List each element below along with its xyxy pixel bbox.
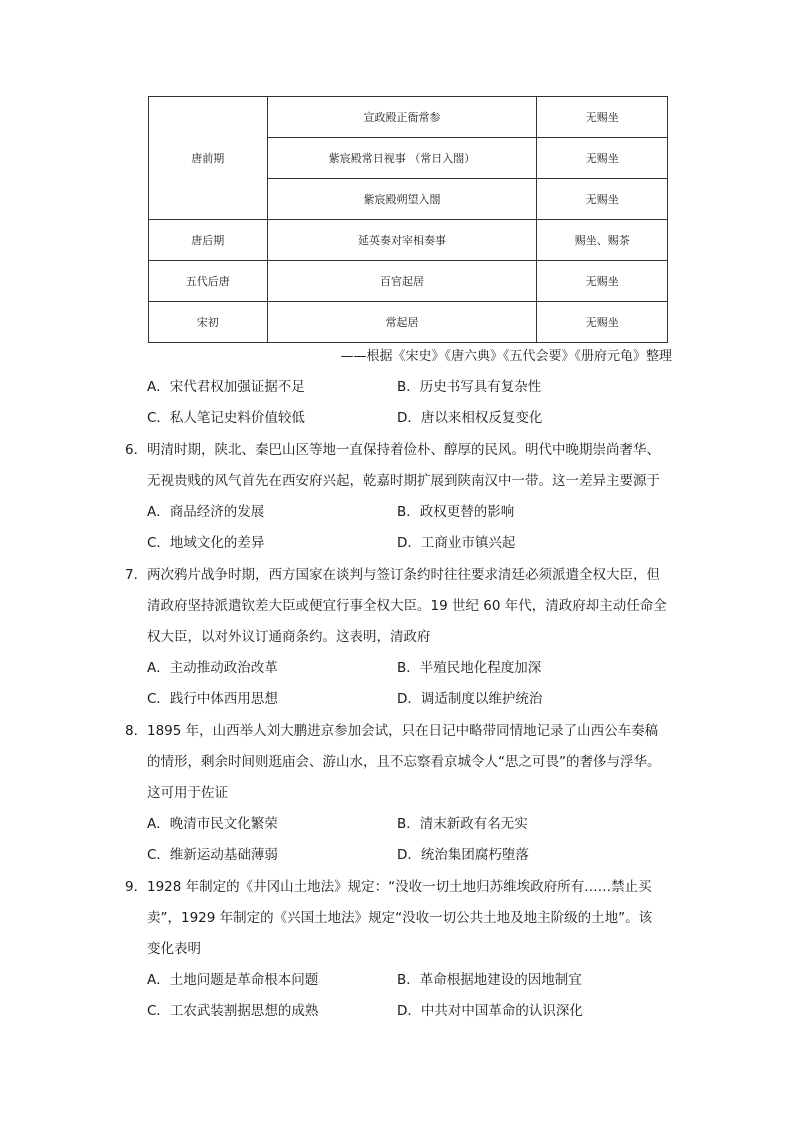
- question-5: [125, 372, 685, 434]
- option-row: [125, 809, 685, 840]
- option-b[interactable]: B．半殖民地化程度加深: [397, 660, 542, 676]
- stem-line: 这可用于佐证: [147, 785, 228, 801]
- period-cell: 唐后期: [149, 220, 268, 261]
- option-row: [125, 403, 685, 434]
- option-a[interactable]: A．主动推动政治改革: [147, 660, 278, 676]
- event-cell: 百官起居: [267, 261, 537, 302]
- option-a[interactable]: A．土地问题是革命根本问题: [147, 972, 319, 988]
- option-c[interactable]: C．维新运动基础薄弱: [147, 847, 278, 863]
- stem-line: 卖”，1929 年制定的《兴国土地法》规定“没收一切公共土地及地主阶级的土地”。该: [147, 910, 653, 926]
- stem-line: 1928 年制定的《井冈山土地法》规定：“没收一切土地归苏维埃政府所有……禁止买: [147, 879, 652, 895]
- option-d[interactable]: D．中共对中国革命的认识深化: [397, 1003, 583, 1019]
- stem-line: 清政府坚持派遣钦差大臣或便宜行事全权大臣。19 世纪 60 年代，清政府却主动任命全: [147, 598, 667, 614]
- stem-line: 的情形，剩余时间则逛庙会、游山水，且不忘察看京城令人“思之可畏”的奢侈与浮华。: [147, 754, 661, 770]
- event-cell: 延英奏对宰相奏事: [267, 220, 537, 261]
- event-cell: 宣政殿正衙常参: [267, 97, 537, 138]
- question-number: 7．: [125, 567, 148, 583]
- treatment-cell: 无赐坐: [537, 261, 668, 302]
- stem-line: 1895 年，山西举人刘大鹏进京参加会试，只在日记中略带同情地记录了山西公车奏稿: [147, 723, 659, 739]
- question-7: [125, 560, 685, 715]
- option-b[interactable]: B．历史书写具有复杂性: [397, 379, 542, 395]
- question-6: [125, 435, 685, 559]
- period-cell: 唐前期: [149, 97, 268, 220]
- stem-line: 变化表明: [147, 941, 201, 957]
- option-row: [125, 840, 685, 871]
- option-row: [125, 528, 685, 559]
- option-c[interactable]: C．工农武装割据思想的成熟: [147, 1003, 319, 1019]
- option-c[interactable]: C．践行中体西用思想: [147, 691, 278, 707]
- question-stem: [125, 872, 685, 965]
- period-cell: 宋初: [149, 302, 268, 343]
- question-stem: [125, 716, 685, 809]
- option-row: [125, 497, 685, 528]
- option-d[interactable]: D．统治集团腐朽堕落: [397, 847, 529, 863]
- stem-line: 两次鸦片战争时期，西方国家在谈判与签订条约时往往要求清廷必须派遣全权大臣，但: [147, 567, 660, 583]
- option-d[interactable]: D．调适制度以维护统治: [397, 691, 543, 707]
- question-number: 6．: [125, 442, 148, 458]
- treatment-cell: 无赐坐: [537, 179, 668, 220]
- question-8: [125, 716, 685, 871]
- option-c[interactable]: C．私人笔记史料价值较低: [147, 410, 305, 426]
- option-row: [125, 653, 685, 684]
- event-cell: 常起居: [267, 302, 537, 343]
- question-stem: [125, 560, 685, 653]
- option-b[interactable]: B．革命根据地建设的因地制宜: [397, 972, 582, 988]
- option-row: [125, 996, 685, 1027]
- option-a[interactable]: A．晚清市民文化繁荣: [147, 816, 278, 832]
- treatment-cell: 无赐坐: [537, 302, 668, 343]
- option-b[interactable]: B．清末新政有名无实: [397, 816, 528, 832]
- option-b[interactable]: B．政权更替的影响: [397, 504, 515, 520]
- option-a[interactable]: A．宋代君权加强证据不足: [147, 379, 305, 395]
- option-a[interactable]: A．商品经济的发展: [147, 504, 265, 520]
- option-row: [125, 372, 685, 403]
- treatment-cell: 赐坐、赐茶: [537, 220, 668, 261]
- history-table: [148, 96, 668, 343]
- treatment-cell: 无赐坐: [537, 138, 668, 179]
- table-source-note: ——根据《宋史》《唐六典》《五代会要》《册府元龟》整理: [340, 349, 672, 364]
- question-stem: [125, 435, 685, 497]
- stem-line: 无视贵贱的风气首先在西安府兴起，乾嘉时期扩展到陕南汉中一带。这一差异主要源于: [147, 473, 660, 489]
- stem-line: 明清时期，陕北、秦巴山区等地一直保持着俭朴、醇厚的民风。明代中晚期崇尚奢华、: [147, 442, 660, 458]
- event-cell: 紫宸殿常日视事 （常日入閤）: [267, 138, 537, 179]
- treatment-cell: 无赐坐: [537, 97, 668, 138]
- question-number: 9．: [125, 879, 148, 895]
- option-d[interactable]: D．工商业市镇兴起: [397, 535, 516, 551]
- period-cell: 五代后唐: [149, 261, 268, 302]
- question-number: 8．: [125, 723, 148, 739]
- stem-line: 权大臣，以对外议订通商条约。这表明，清政府: [147, 629, 431, 645]
- option-row: [125, 684, 685, 715]
- question-9: [125, 872, 685, 1027]
- option-d[interactable]: D．唐以来相权反复变化: [397, 410, 543, 426]
- option-row: [125, 965, 685, 996]
- option-c[interactable]: C．地域文化的差异: [147, 535, 265, 551]
- event-cell: 紫宸殿朔望入閤: [267, 179, 537, 220]
